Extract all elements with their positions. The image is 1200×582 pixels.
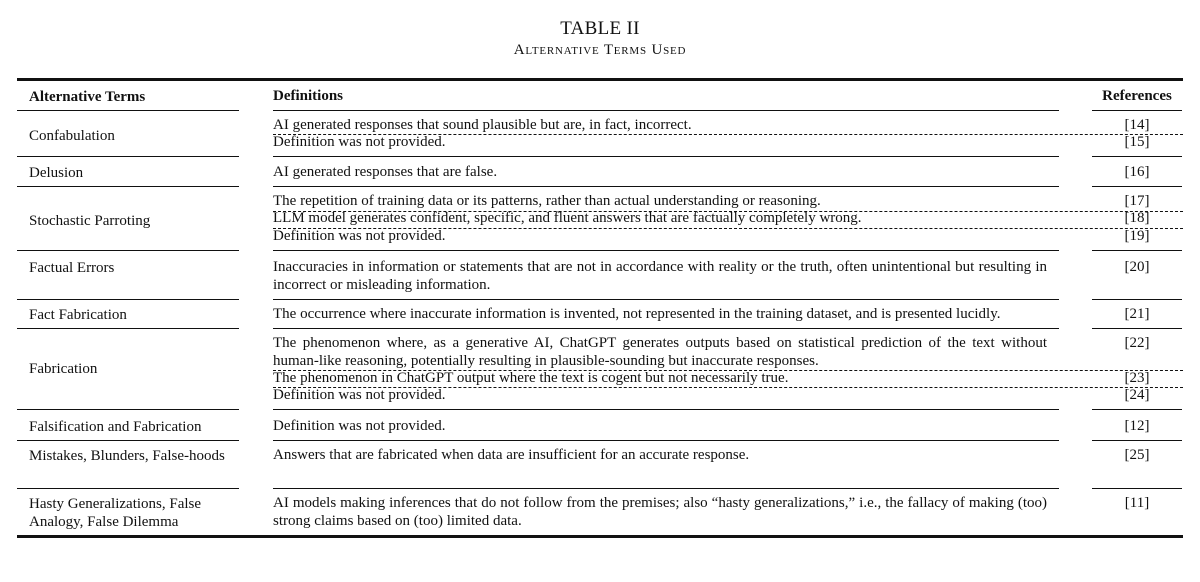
table-row bbox=[17, 300, 1183, 330]
term-cell: Fabrication bbox=[29, 361, 98, 377]
header-references: References bbox=[1102, 88, 1172, 104]
definition-cell: The occurrence where inaccurate information is invented, not represented in the training dataset, and is presented lucidly. bbox=[273, 306, 1001, 322]
term-cell: Confabulation bbox=[29, 128, 115, 144]
term-cell: Stochastic Parroting bbox=[29, 213, 151, 229]
reference-cell: [15] bbox=[1124, 134, 1150, 150]
reference-cell: [20] bbox=[1124, 259, 1150, 275]
header-alternative-terms: Alternative Terms bbox=[29, 89, 146, 105]
definition-cell: The repetition of training data or its patterns, rather than actual understanding or reasoning. bbox=[273, 193, 821, 209]
table-header-row bbox=[17, 81, 1183, 111]
reference-cell: [19] bbox=[1124, 228, 1150, 244]
header-definitions: Definitions bbox=[273, 88, 344, 104]
reference-cell: [21] bbox=[1124, 306, 1150, 322]
definition-cell: Definition was not provided. bbox=[273, 387, 446, 403]
term-cell: Factual Errors bbox=[29, 260, 115, 276]
table-row bbox=[17, 158, 1183, 188]
definition-cell: AI generated responses that are false. bbox=[273, 164, 498, 180]
table-title: Alternative Terms Used bbox=[513, 42, 687, 58]
term-cell: Fact Fabrication bbox=[29, 307, 127, 323]
definition-cell: LLM model generates confident, specific, and fluent answers that are factually completely wrong. bbox=[273, 210, 862, 226]
reference-cell: [17] bbox=[1124, 193, 1150, 209]
term-cell: Hasty Generalizations, False Analogy, False Dilemma bbox=[29, 496, 202, 530]
definition-cell: Definition was not provided. bbox=[273, 418, 446, 434]
definition-cell: The phenomenon in ChatGPT output where the text is cogent but not necessarily true. bbox=[273, 370, 789, 386]
definition-cell: AI generated responses that sound plausible but are, in fact, incorrect. bbox=[273, 117, 692, 133]
table-row bbox=[17, 252, 1183, 300]
table-row bbox=[17, 489, 1183, 537]
reference-cell: [14] bbox=[1124, 117, 1150, 133]
reference-cell: [24] bbox=[1124, 387, 1150, 403]
table-number: TABLE II bbox=[560, 18, 640, 39]
term-cell: Falsification and Fabrication bbox=[29, 419, 202, 435]
reference-cell: [12] bbox=[1124, 418, 1150, 434]
table-row bbox=[17, 441, 1183, 489]
term-cell: Delusion bbox=[29, 165, 84, 181]
reference-cell: [23] bbox=[1124, 370, 1150, 386]
table-row bbox=[17, 112, 1183, 158]
table-row bbox=[17, 411, 1183, 441]
reference-cell: [22] bbox=[1124, 335, 1150, 351]
definition-cell: Answers that are fabricated when data are insufficient for an accurate response. bbox=[273, 447, 750, 463]
reference-cell: [11] bbox=[1124, 495, 1150, 511]
reference-cell: [16] bbox=[1124, 164, 1150, 180]
table-row bbox=[17, 189, 1183, 253]
table-row bbox=[17, 330, 1183, 412]
definition-cell: Definition was not provided. bbox=[273, 134, 446, 150]
reference-cell: [18] bbox=[1124, 210, 1150, 226]
definition-cell: AI models making inferences that do not follow from the premises; also “hasty generalizations,” i.e., the fallacy of making (too) strong claims based on (too) limited data. bbox=[273, 495, 1047, 529]
definition-cell: Inaccuracies in information or statements that are not in accordance with reality or the truth, often unintentional but resulting in incorrect or misleading information. bbox=[273, 259, 1047, 293]
bottom-rule bbox=[17, 535, 1183, 538]
definition-cell: Definition was not provided. bbox=[273, 228, 446, 244]
definition-cell: The phenomenon where, as a generative AI, ChatGPT generates outputs based on statistical prediction of the text without human-like reasoning, potentially resulting in plausible-sounding but inaccurate responses. bbox=[273, 335, 1047, 369]
term-cell: Mistakes, Blunders, False-hoods bbox=[29, 448, 225, 464]
reference-cell: [25] bbox=[1124, 447, 1150, 463]
